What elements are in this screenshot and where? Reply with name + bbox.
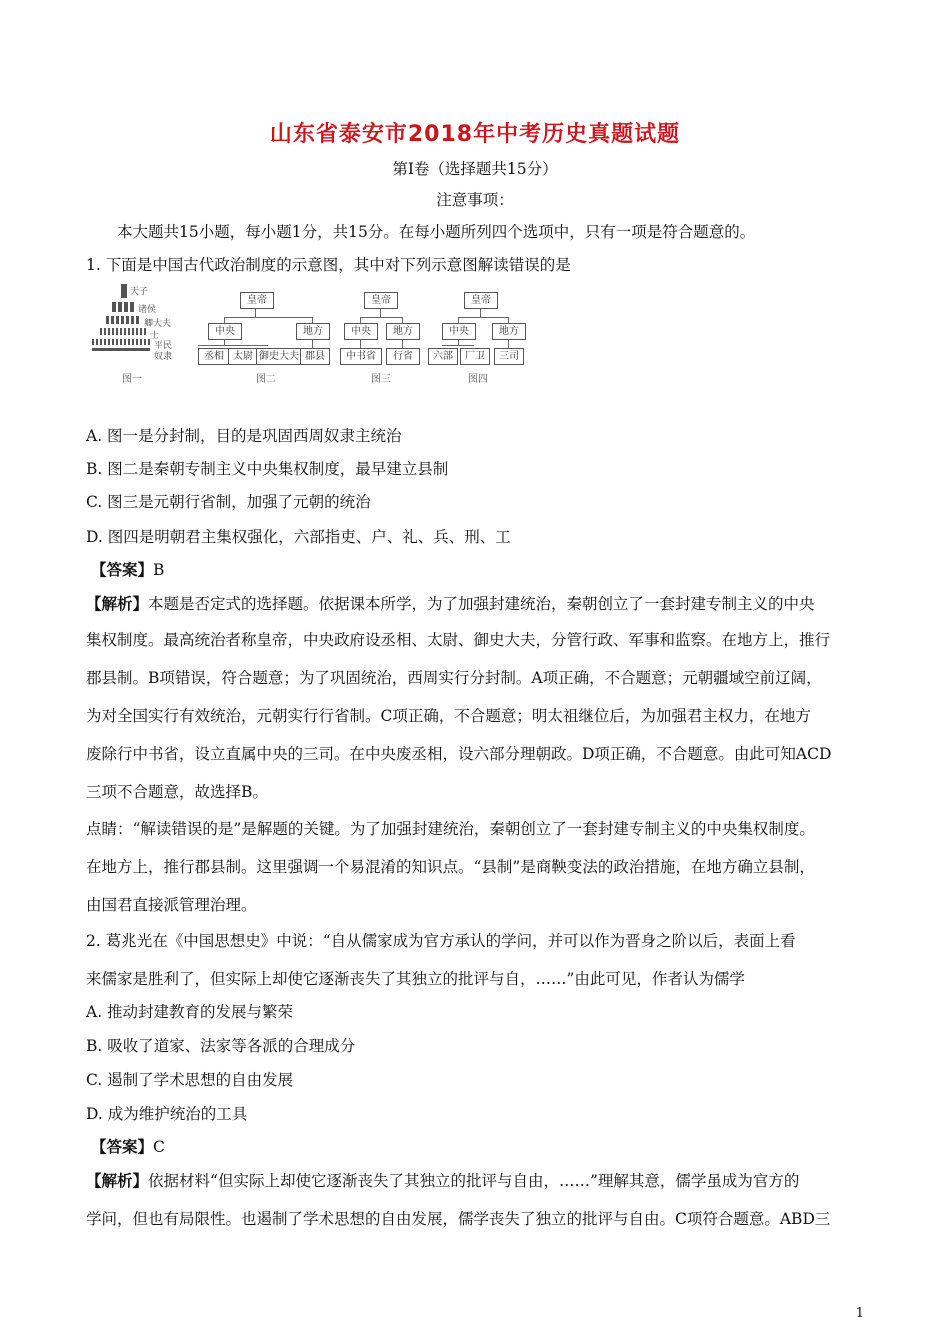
q2-analysis-line: 学问，但也有局限性。也遏制了学术思想的自由发展，儒学丧失了独立的批评与自由。C项符合题意。ABD三 xyxy=(86,1210,831,1228)
fig3-leaf-box: 中书省 xyxy=(340,348,382,365)
q2-option-c: C. 遏制了学术思想的自由发展 xyxy=(86,1071,294,1089)
q2-option-d: D. 成为维护统治的工具 xyxy=(86,1105,248,1123)
fig4-connector xyxy=(458,317,508,318)
fig3-local-box: 地方 xyxy=(386,323,420,340)
fig4-leaf-box: 厂卫 xyxy=(460,348,490,365)
document-title: 山东省泰安市2018年中考历史真题试题 xyxy=(269,122,681,147)
q1-tip-line: 点睛：“解读错误的是”是解题的关键。为了加强封建统治，秦朝创立了一套封建专制主义的中央集权制度。 xyxy=(86,820,815,838)
fig3-connector xyxy=(380,309,381,317)
fig2-connector xyxy=(255,309,256,317)
q1-answer xyxy=(91,558,164,580)
answer-label: 【答案】 xyxy=(91,1137,154,1156)
fig2-connector xyxy=(224,317,312,318)
fig3-root-box: 皇帝 xyxy=(364,292,398,309)
fig4-connector xyxy=(480,309,481,317)
fig3-connector xyxy=(360,340,361,348)
q1-tip-line: 在地方上，推行郡县制。这里强调一个易混淆的知识点。“县制”是商鞅变法的政治措施，在地方确立县制， xyxy=(86,858,815,876)
fig2-leaf-box: 太尉 xyxy=(228,348,258,365)
q1-option-c: C. 图三是元朝行省制，加强了元朝的统治 xyxy=(86,493,371,511)
q1-stem: 1. 下面是中国古代政治制度的示意图，其中对下列示意图解读错误的是 xyxy=(86,256,571,274)
q1-tip-line: 由国君直接派管理治理。 xyxy=(86,896,257,914)
pyramid-label-tianzi: 天子 xyxy=(130,287,149,297)
pyramid-label-nuli: 奴隶 xyxy=(154,352,173,362)
fig2-local-box: 地方 xyxy=(296,323,330,340)
fig2-central-box: 中央 xyxy=(208,323,242,340)
q1-analysis-line: 郡县制。B项错误，符合题意；为了巩固统治，西周实行分封制。A项正确，不合题意；元朝疆域空前辽阔， xyxy=(86,669,822,687)
analysis-label: 【解析】 xyxy=(86,1171,149,1190)
political-system-diagram xyxy=(88,284,528,384)
fig3-leaf-box: 行省 xyxy=(386,348,420,365)
fig3-caption: 图三 xyxy=(371,374,391,385)
q1-analysis-line: 集权制度。最高统治者称皇帝，中央政府设丞相、太尉、御史大夫，分管行政、军事和监察。在地方上，推行 xyxy=(86,631,831,649)
fig3-central-box: 中央 xyxy=(344,323,378,340)
fig1-caption: 图一 xyxy=(122,374,142,385)
analysis-text: 本题是否定式的选择题。依据课本所学，为了加强封建统治，秦朝创立了一套封建专制主义的中央 xyxy=(148,595,815,613)
page-number: 1 xyxy=(855,1306,864,1321)
answer-value: C xyxy=(153,1138,165,1156)
answer-label: 【答案】 xyxy=(91,560,154,579)
q2-stem-line: 2. 葛兆光在《中国思想史》中说：“自从儒家成为官方承认的学问，并可以作为晋身之阶以后，表面上看 xyxy=(86,932,796,950)
pyramid-label-shi: 士 xyxy=(150,331,160,341)
fig4-root-box: 皇帝 xyxy=(464,292,498,309)
pyramid-label-zhuhou: 诸侯 xyxy=(138,305,157,315)
analysis-label: 【解析】 xyxy=(86,594,149,613)
notice-heading: 注意事项： xyxy=(436,191,514,209)
pyramid-label-qingdafu: 卿大夫 xyxy=(144,319,172,329)
q1-option-a: A. 图一是分封制，目的是巩固西周奴隶主统治 xyxy=(86,427,402,445)
fig2-root-box: 皇帝 xyxy=(240,292,274,309)
fig4-connector xyxy=(442,345,474,346)
q1-analysis-line xyxy=(86,592,815,614)
q2-stem-line: 来儒家是胜利了，但实际上却使它逐渐丧失了其独立的批评与自，……”由此可见，作者认为儒学 xyxy=(86,970,745,988)
q1-analysis-line: 废除行中书省，设立直属中央的三司。在中央废丞相，设六部分理朝政。D项正确，不合题意。由此可知ACD xyxy=(86,745,832,763)
answer-value: B xyxy=(153,561,165,579)
q1-option-d: D. 图四是明朝君主集权强化，六部指吏、户、礼、兵、刑、工 xyxy=(86,528,511,546)
fig4-connector xyxy=(508,340,509,348)
q2-answer xyxy=(91,1135,165,1157)
q1-option-b: B. 图二是秦朝专制主义中央集权制度，最早建立县制 xyxy=(86,460,449,478)
fig4-central-box: 中央 xyxy=(442,323,476,340)
fig2-caption: 图二 xyxy=(256,374,276,385)
fig4-local-box: 地方 xyxy=(492,323,526,340)
fig2-connector xyxy=(198,345,268,346)
fig3-connector xyxy=(360,317,402,318)
section-heading: 第Ⅰ卷（选择题共15分） xyxy=(392,160,558,178)
q2-analysis-line xyxy=(86,1169,799,1191)
q2-option-a: A. 推动封建教育的发展与繁荣 xyxy=(86,1003,294,1021)
fig4-leaf-box: 六部 xyxy=(428,348,458,365)
q1-analysis-line: 为对全国实行有效统治，元朝实行行省制。C项正确，不合题意；明太祖继位后，为加强君主权力，在地方 xyxy=(86,707,811,725)
q1-analysis-line: 三项不合题意，故选择B。 xyxy=(86,783,268,801)
fig4-caption: 图四 xyxy=(468,374,488,385)
fig2-leaf-box: 御史大夫 xyxy=(256,348,302,365)
q2-option-b: B. 吸收了道家、法家等各派的合理成分 xyxy=(86,1037,356,1055)
fig3-connector xyxy=(402,340,403,348)
pyramid-label-pingmin: 平民 xyxy=(154,341,173,351)
fig4-leaf-box: 三司 xyxy=(494,348,524,365)
notice-text: 本大题共15小题，每小题1分，共15分。在每小题所列四个选项中，只有一项是符合题意的。 xyxy=(117,223,756,241)
fig2-leaf-box: 丞相 xyxy=(198,348,230,365)
fig2-leaf-box: 郡县 xyxy=(300,348,330,365)
analysis-text: 依据材料“但实际上却使它逐渐丧失了其独立的批评与自由，……”理解其意，儒学虽成为官方的 xyxy=(148,1172,800,1190)
